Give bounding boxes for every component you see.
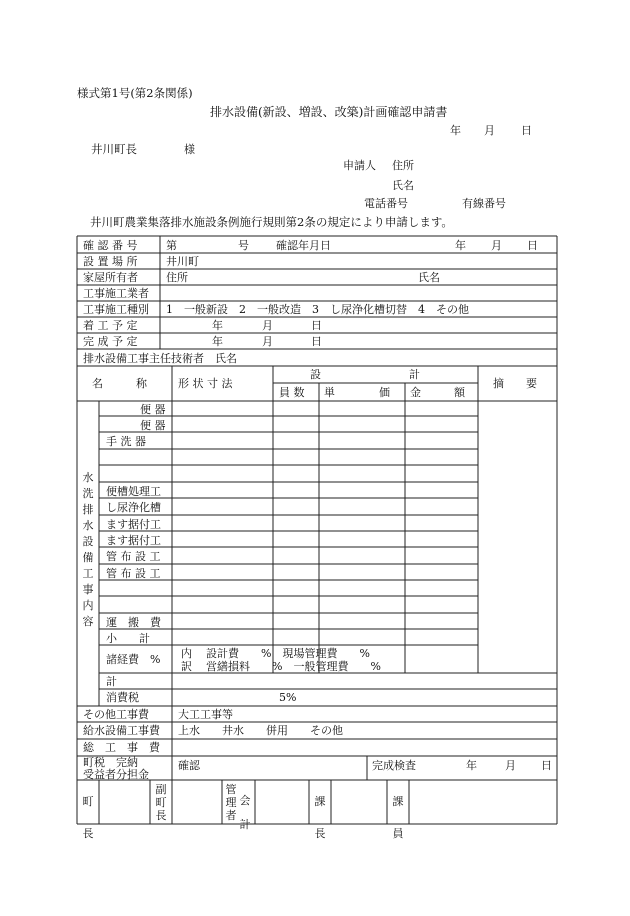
side-label-work-content: 水洗排水設備工事内容: [82, 471, 94, 628]
start-month: 月: [262, 319, 273, 332]
other-work-label: その他工事費: [83, 708, 149, 721]
confirm-number-label: 確 認 番 号: [83, 239, 138, 252]
start-label: 着 工 予 定: [83, 319, 138, 332]
item-row-7: し尿浄化槽: [106, 501, 161, 514]
tax-label: 消費税: [106, 691, 139, 704]
form-number: 様式第1号(第2条関係): [77, 86, 193, 100]
confirm-number-go: 号: [238, 239, 249, 252]
confirm-number-dai: 第: [166, 239, 177, 252]
site-value: 井川町: [166, 255, 199, 268]
work-type-options: 1 一般新設 2 一般改造 3 し尿浄化槽切替 4 その他: [166, 303, 469, 316]
confirm-date-year: 年: [455, 239, 466, 252]
seal-town-mayor: 町長: [82, 795, 94, 840]
misc-expenses-label: 諸経費 %: [106, 653, 161, 666]
completion-month: 月: [505, 759, 516, 772]
applicant-phone: 電話番号: [364, 197, 408, 210]
owner-address: 住所: [166, 271, 188, 284]
item-row-11: 管 布 設 工: [106, 567, 161, 580]
confirm-date-day: 日: [527, 239, 538, 252]
confirmation-label: 確認: [178, 759, 200, 772]
date-month: 月: [484, 124, 495, 137]
addressee: 井川町長: [91, 142, 137, 156]
seal-manager: 管理者: [225, 783, 237, 822]
item-row-1: 便 器: [140, 403, 166, 416]
misc-wake: 訳: [181, 660, 192, 673]
start-year: 年: [212, 319, 223, 332]
col-name-header: 名 称: [92, 377, 147, 390]
finish-year: 年: [212, 335, 223, 348]
date-day: 日: [521, 124, 532, 137]
col-remarks-header: 摘 要: [493, 377, 537, 390]
applicant-label: 申請人: [343, 159, 376, 172]
col-shape-header: 形 状 寸 法: [178, 377, 233, 390]
tax-rate: 5%: [279, 691, 297, 704]
seal-deputy-mayor: 副町長: [155, 783, 167, 822]
misc-uchi: 内: [181, 647, 192, 660]
tax-paid-label: 町税 完納: [83, 756, 138, 769]
beneficiary-share-label: 受益者分担金: [83, 768, 149, 781]
date-year: 年: [450, 124, 461, 137]
owner-label: 家屋所有者: [83, 271, 138, 284]
item-row-10: 管 布 設 工: [106, 550, 161, 563]
col-unit-price-header: 単 価: [324, 386, 390, 399]
contractor-label: 工事施工業者: [83, 287, 149, 300]
confirm-date-month: 月: [491, 239, 502, 252]
item-row-9: ます据付工: [106, 534, 161, 547]
work-type-label: 工事施工種別: [83, 303, 149, 316]
item-row-8: ます据付工: [106, 518, 161, 531]
col-members-header: 員 数: [279, 386, 305, 399]
item-row-14: 運 搬 費: [106, 616, 161, 629]
finish-day: 日: [311, 335, 322, 348]
completion-day: 日: [541, 759, 552, 772]
completion-year: 年: [466, 759, 477, 772]
engineer-label: 排水設備工事主任技術者 氏名: [83, 352, 237, 365]
finish-label: 完 成 予 定: [83, 335, 138, 348]
col-design-header: 設 計: [310, 368, 420, 381]
water-supply-options: 上水 井水 併用 その他: [178, 724, 343, 737]
misc-breakdown-row-2: 営繕損料 % 一般管理費 %: [206, 660, 381, 673]
water-supply-label: 給水設備工事費: [83, 724, 160, 737]
finish-month: 月: [262, 335, 273, 348]
item-row-15: 小 計: [106, 632, 150, 645]
applicant-name: 氏名: [392, 179, 414, 192]
grand-total-label: 総 工 事 費: [83, 741, 160, 754]
owner-name: 氏名: [418, 271, 440, 284]
completion-inspection-label: 完成検査: [372, 759, 416, 772]
seal-section-chief: 課長: [314, 795, 326, 840]
intro-text: 井川町農業集落排水施設条例施行規則第2条の規定により申請します。: [90, 215, 453, 229]
seal-section-staff: 課員: [392, 795, 404, 840]
start-day: 日: [311, 319, 322, 332]
misc-breakdown-row-1: 設計費 % 現場管理費 %: [206, 647, 370, 660]
form-title: 排水設備(新設、増設、改築)計画確認申請書: [210, 105, 448, 119]
item-row-2: 便 器: [140, 419, 166, 432]
applicant-address: 住所: [392, 159, 414, 172]
site-label: 設 置 場 所: [83, 255, 138, 268]
confirm-date-label: 確認年月日: [276, 239, 331, 252]
other-work-value: 大工工事等: [178, 708, 233, 721]
subtotal-label: 計: [106, 675, 117, 688]
item-row-6: 便槽処理工: [106, 485, 161, 498]
honorific: 様: [184, 143, 195, 156]
col-amount-header: 金 額: [410, 386, 465, 399]
seal-accounting: 会計: [239, 794, 251, 831]
item-row-3: 手 洗 器: [106, 435, 146, 448]
applicant-cable: 有線番号: [462, 197, 506, 210]
